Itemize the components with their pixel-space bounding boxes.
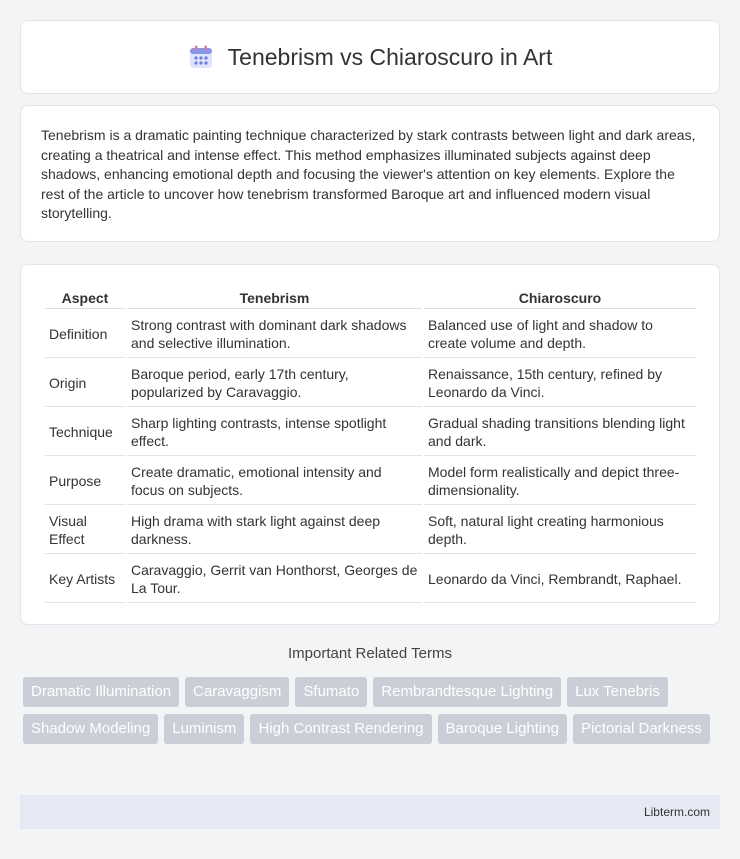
- related-term-tag[interactable]: Rembrandtesque Lighting: [373, 677, 561, 707]
- table-row: [45, 311, 696, 358]
- related-term-tag[interactable]: Sfumato: [295, 677, 367, 707]
- chiaroscuro-cell: Gradual shading transitions blending light and dark.: [424, 409, 696, 456]
- intro-card: [20, 105, 720, 242]
- intro-paragraph: Tenebrism is a dramatic painting technique characterized by stark contrasts between light and dark areas, creating a theatrical and intense effect. This method emphasizes illuminated subjects against deep shadows, enhancing emotional depth and focusing the viewer's attention on key elements. Explore the rest of the article to uncover how tenebrism transformed Baroque art and influenced modern visual storytelling.: [41, 127, 696, 222]
- chiaroscuro-cell: Balanced use of light and shadow to create volume and depth.: [424, 311, 696, 358]
- aspect-cell: Definition: [45, 311, 125, 358]
- aspect-cell: Origin: [45, 360, 125, 407]
- table-row: [45, 360, 696, 407]
- related-term-tag[interactable]: Caravaggism: [185, 677, 289, 707]
- tenebrism-cell: Sharp lighting contrasts, intense spotlight effect.: [127, 409, 422, 456]
- footer-site-link[interactable]: Libterm.com: [643, 805, 710, 819]
- table-row: [45, 458, 696, 505]
- calendar-grid-icon: [188, 44, 214, 70]
- tenebrism-cell: Baroque period, early 17th century, popularized by Caravaggio.: [127, 360, 422, 407]
- related-term-tag[interactable]: Shadow Modeling: [23, 714, 158, 744]
- related-term-tag[interactable]: Luminism: [164, 714, 244, 744]
- aspect-cell: Key Artists: [45, 556, 125, 603]
- related-term-tag[interactable]: Lux Tenebris: [567, 677, 668, 707]
- comparison-table: [43, 285, 698, 605]
- comparison-table-card: [20, 264, 720, 625]
- header-card: [20, 20, 720, 94]
- related-terms-heading: Important Related Terms: [288, 645, 452, 662]
- tenebrism-cell: Caravaggio, Gerrit van Honthorst, Georges de La Tour.: [127, 556, 422, 603]
- chiaroscuro-cell: Leonardo da Vinci, Rembrandt, Raphael.: [424, 556, 696, 603]
- chiaroscuro-cell: Model form realistically and depict three-dimensionality.: [424, 458, 696, 505]
- page-title: Tenebrism vs Chiaroscuro in Art: [227, 43, 553, 70]
- aspect-cell: Purpose: [45, 458, 125, 505]
- table-row: [45, 556, 696, 603]
- column-header-chiaroscuro: Chiaroscuro: [424, 287, 696, 309]
- related-term-tag[interactable]: Dramatic Illumination: [23, 677, 179, 707]
- tenebrism-cell: Strong contrast with dominant dark shadows and selective illumination.: [127, 311, 422, 358]
- aspect-cell: Technique: [45, 409, 125, 456]
- column-header-tenebrism: Tenebrism: [127, 287, 422, 309]
- tenebrism-cell: Create dramatic, emotional intensity and focus on subjects.: [127, 458, 422, 505]
- related-term-tag[interactable]: Pictorial Darkness: [573, 714, 710, 744]
- aspect-cell: Visual Effect: [45, 507, 125, 554]
- chiaroscuro-cell: Soft, natural light creating harmonious depth.: [424, 507, 696, 554]
- related-term-tag[interactable]: High Contrast Rendering: [250, 714, 431, 744]
- related-term-tag[interactable]: Baroque Lighting: [438, 714, 567, 744]
- column-header-aspect: Aspect: [45, 287, 125, 309]
- footer: [20, 795, 720, 829]
- table-row: [45, 507, 696, 554]
- table-row: [45, 409, 696, 456]
- chiaroscuro-cell: Renaissance, 15th century, refined by Leonardo da Vinci.: [424, 360, 696, 407]
- table-header-row: [45, 287, 696, 309]
- tenebrism-cell: High drama with stark light against deep darkness.: [127, 507, 422, 554]
- related-terms-list: [23, 677, 723, 744]
